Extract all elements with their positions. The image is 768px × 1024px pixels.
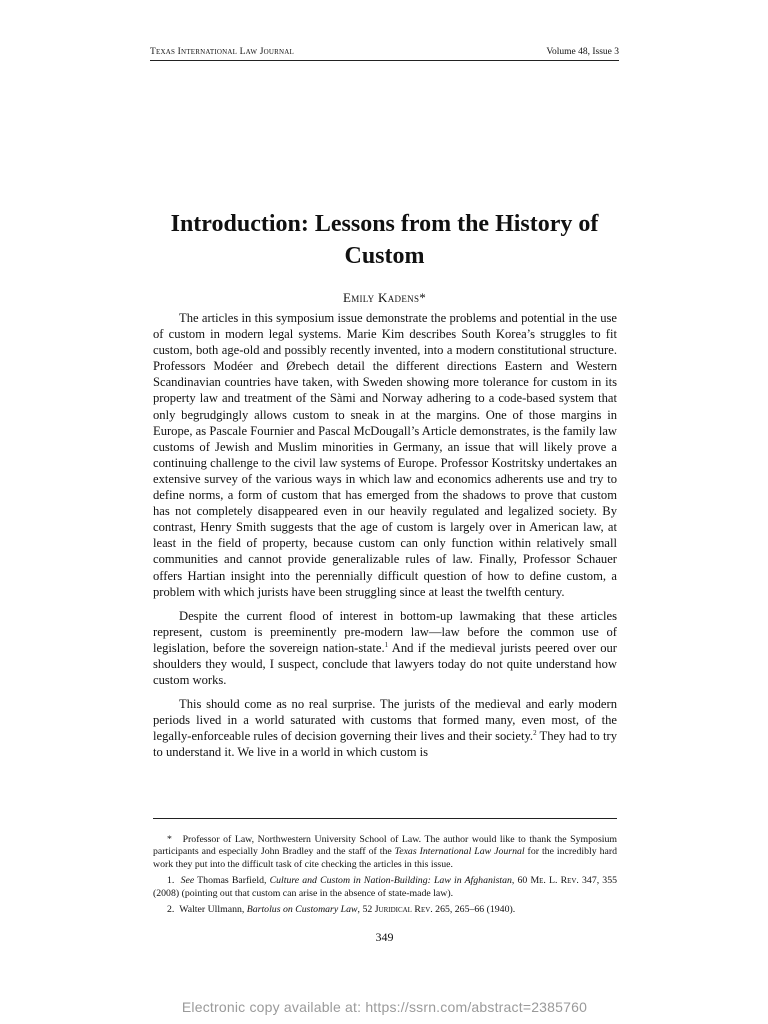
footnote-marker: 2. <box>167 904 175 916</box>
footnote-text: Professor of Law, Northwestern University School of Law. The author would like to thank the Symposium participants and especially John Bradley and the staff of the <box>153 834 617 858</box>
article-title: Introduction: Lessons from the History of Custom <box>170 211 599 269</box>
footnote-ref-2[interactable]: 2 <box>533 729 537 738</box>
footnote-1 <box>153 875 617 900</box>
author-last-rest: adens* <box>387 290 427 305</box>
paragraph-text: This should come as no real surprise. The jurists of the medieval and early modern periods lived in a world saturated with customs that formed many, even most, of the legally-enforceable rules of decision governing their lives and their society. <box>153 697 617 744</box>
footnote-ref-1[interactable]: 1 <box>384 640 389 649</box>
footnote-marker: * <box>167 834 172 845</box>
running-header <box>150 46 619 61</box>
article-body <box>153 310 617 769</box>
footnote-text: 265, 265–66 (1940). <box>432 904 516 916</box>
footnote-signal: See <box>180 875 195 887</box>
footnote-journal: Juridical Rev. <box>374 904 433 916</box>
paragraph-text: Despite the current flood of interest in bottom-up lawmaking that these articles represent, custom is preeminently pre-modern law—law before the common use of legislation, before the sovereign nation-state. <box>153 608 617 655</box>
author-first-rest: mily <box>351 290 379 305</box>
journal-name: Texas International Law Journal <box>150 47 294 57</box>
footnote-marker: 1. <box>167 875 175 887</box>
footnotes <box>153 834 617 920</box>
footnote-journal: Me. L. Rev. <box>530 875 579 887</box>
footnote-text: , 52 <box>357 904 375 916</box>
footnote-text: 347, 355 (2008) (pointing out that custom can arise in the absence of state-made law). <box>153 875 617 899</box>
author-name <box>150 290 619 306</box>
volume-issue: Volume 48, Issue 3 <box>546 47 619 57</box>
page-number: 349 <box>375 930 394 944</box>
footnote-text: Walter Ullmann, <box>179 904 247 916</box>
footnote-text: Thomas Barfield, <box>194 875 270 887</box>
paragraph-text: And if the medieval jurists peered over our shoulders they would, I suspect, conclude that lawyers today do not quite understand how custom works. <box>153 640 617 688</box>
footnote-italic: Texas International Law Journal <box>394 846 525 858</box>
footnote-italic: Culture and Custom in Nation-Building: Law in Afghanistan <box>269 875 512 887</box>
body-paragraph-3 <box>153 696 617 760</box>
footnote-2 <box>153 904 617 916</box>
footnote-italic: Bartolus on Customary Law <box>246 904 358 916</box>
body-paragraph-1: The articles in this symposium issue demonstrate the problems and potential in the use of custom in modern legal systems. Marie Kim describes South Korea’s struggles to fit custom, both age-old and possibly recently invented, into a modern constitutional structure. Professors Modéer and Ørebech detail the different directions Eastern and Western Scandinavian countries have taken, with Sweden showing more tolerance for custom in its property law and treatment of the Sàmi and Norway adhering to a code-based system that only begrudgingly allows custom to sneak in at the margins. One of those margins in Europe, as Pascale Fournier and Pascal McDougall’s Article demonstrates, is the family law customs of Jewish and Muslim minorities in Germany, an issue that will likely prove a continuing challenge to the civil law systems of Europe. Professor Kostritsky undertakes an extensive survey of the various ways in which law and economics adherents use and try to define norms, a form of custom that has emerged from the shadows to prove that custom has not completely disappeared even in our heavily regulated and legalized society. By contrast, Henry Smith suggests that the age of custom is largely over in American law, at least in the field of property, because custom can only function within relatively small communities and cannot provide generalizable rules of law. Finally, Professor Schauer offers Hartian insight into the perennially difficult question of how to define custom, a problem with which jurists have been struggling since at least the twelfth century. <box>153 311 617 599</box>
footnote-text: , 60 <box>511 875 531 887</box>
ssrn-watermark: Electronic copy available at: https://ssrn.com/abstract=2385760 <box>181 999 588 1015</box>
footnote-star <box>153 834 617 871</box>
footnote-divider <box>153 818 617 819</box>
paragraph-text: They had to try to understand it. We live in a world in which custom is <box>153 729 617 760</box>
footnote-text: for the incredibly hard work they put into the difficult task of cite checking the articles in this issue. <box>153 846 617 870</box>
body-paragraph-2 <box>153 608 617 688</box>
author-last-initial: K <box>378 290 388 305</box>
author-first-initial: E <box>342 290 352 305</box>
